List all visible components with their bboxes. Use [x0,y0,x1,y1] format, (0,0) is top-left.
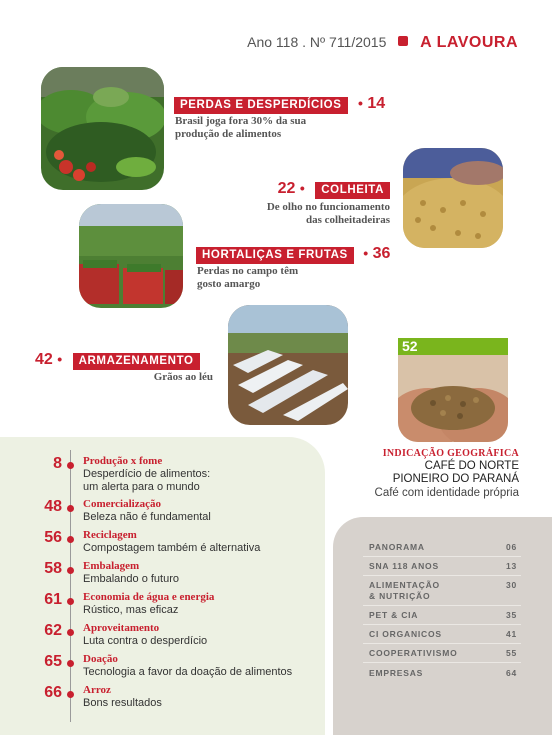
coffee-subtitle: Café com identidade própria [374,487,519,499]
feature-armazenamento[interactable]: 42 • ARMAZENAMENTO [35,351,200,370]
section-row[interactable]: COOPERATIVISMO 55 [369,648,517,658]
divider [363,624,521,625]
section-tag: COLHEITA [315,182,390,199]
divider [363,575,521,576]
section-row[interactable]: EMPRESAS 64 [369,668,517,678]
bullet-dot [67,691,74,698]
article-item[interactable]: 48 Comercialização Beleza não é fundamental [44,498,211,523]
magazine-brand: A LAVOURA [420,34,518,51]
masthead [0,34,518,52]
coffee-title-1: CAFÉ DO NORTE [424,460,519,472]
divider [363,605,521,606]
bullet-dot [67,462,74,469]
divider [363,556,521,557]
feature-hortalicas[interactable]: HORTALIÇAS E FRUTAS • 36 [196,245,390,264]
section-row[interactable]: ALIMENTAÇÃO & NUTRIÇÃO 30 [369,580,517,601]
produce-crates-photo[interactable] [79,204,183,308]
feature-hortalicas-desc: Perdas no campo têm gosto amargo [197,265,299,290]
divider [363,643,521,644]
bullet-dot [67,536,74,543]
feature-armazenamento-desc: Grãos ao léu [153,371,213,383]
grain-storage-photo[interactable] [228,305,348,425]
coffee-beans-hands-photo[interactable] [398,338,508,442]
section-tag: ARMAZENAMENTO [73,353,200,370]
page-number: 36 [372,245,391,262]
bullet-dot [67,629,74,636]
bullet-dot [67,660,74,667]
divider [363,662,521,663]
bullet-dot [67,567,74,574]
coffee-kicker: INDICAÇÃO GEOGRÁFICA [382,448,519,459]
bullet-dot [67,505,74,512]
vegetable-market-photo[interactable] [41,67,164,190]
feature-perdas[interactable]: PERDAS E DESPERDÍCIOS • 14 [174,95,385,114]
grain-harvest-photo[interactable] [403,148,503,248]
article-item[interactable]: 61 Economia de água e energia Rústico, mas eficaz [44,591,215,616]
section-row[interactable]: CI ORGANICOS 41 [369,629,517,639]
feature-colheita[interactable]: 22 • COLHEITA [278,180,390,199]
article-item[interactable]: 65 Doação Tecnologia a favor da doação de alimentos [44,653,293,678]
feature-colheita-desc: De olho no funcionamento das colheitadeiras [266,201,390,226]
article-item[interactable]: 8 Produção x fome Desperdício de alimentos: um alerta para o mundo [53,455,211,493]
article-item[interactable]: 62 Aproveitamento Luta contra o desperdício [44,622,208,647]
page-number: 14 [367,95,386,112]
red-square-icon [398,36,408,46]
section-row[interactable]: PANORAMA 06 [369,542,517,552]
issue-number: Ano 118 . Nº 711/2015 [247,34,387,50]
page-number: 22 [277,180,296,197]
section-row[interactable]: PET & CIA 35 [369,610,517,620]
bullet-dot [67,598,74,605]
coffee-title-2: PIONEIRO DO PARANÁ [392,473,519,485]
article-item[interactable]: 56 Reciclagem Compostagem também é alternativa [44,529,261,554]
feature-perdas-desc: Brasil joga fora 30% da sua produção de alimentos [175,115,307,140]
section-tag: HORTALIÇAS E FRUTAS [196,247,354,264]
section-row[interactable]: SNA 118 ANOS 13 [369,561,517,571]
page-number: 42 [35,351,53,368]
coffee-feature[interactable] [375,448,519,500]
coffee-page-badge: 52 [398,338,508,355]
article-item[interactable]: 58 Embalagem Embalando o futuro [44,560,180,585]
article-item[interactable]: 66 Arroz Bons resultados [44,684,162,709]
section-tag: PERDAS E DESPERDÍCIOS [174,97,348,114]
